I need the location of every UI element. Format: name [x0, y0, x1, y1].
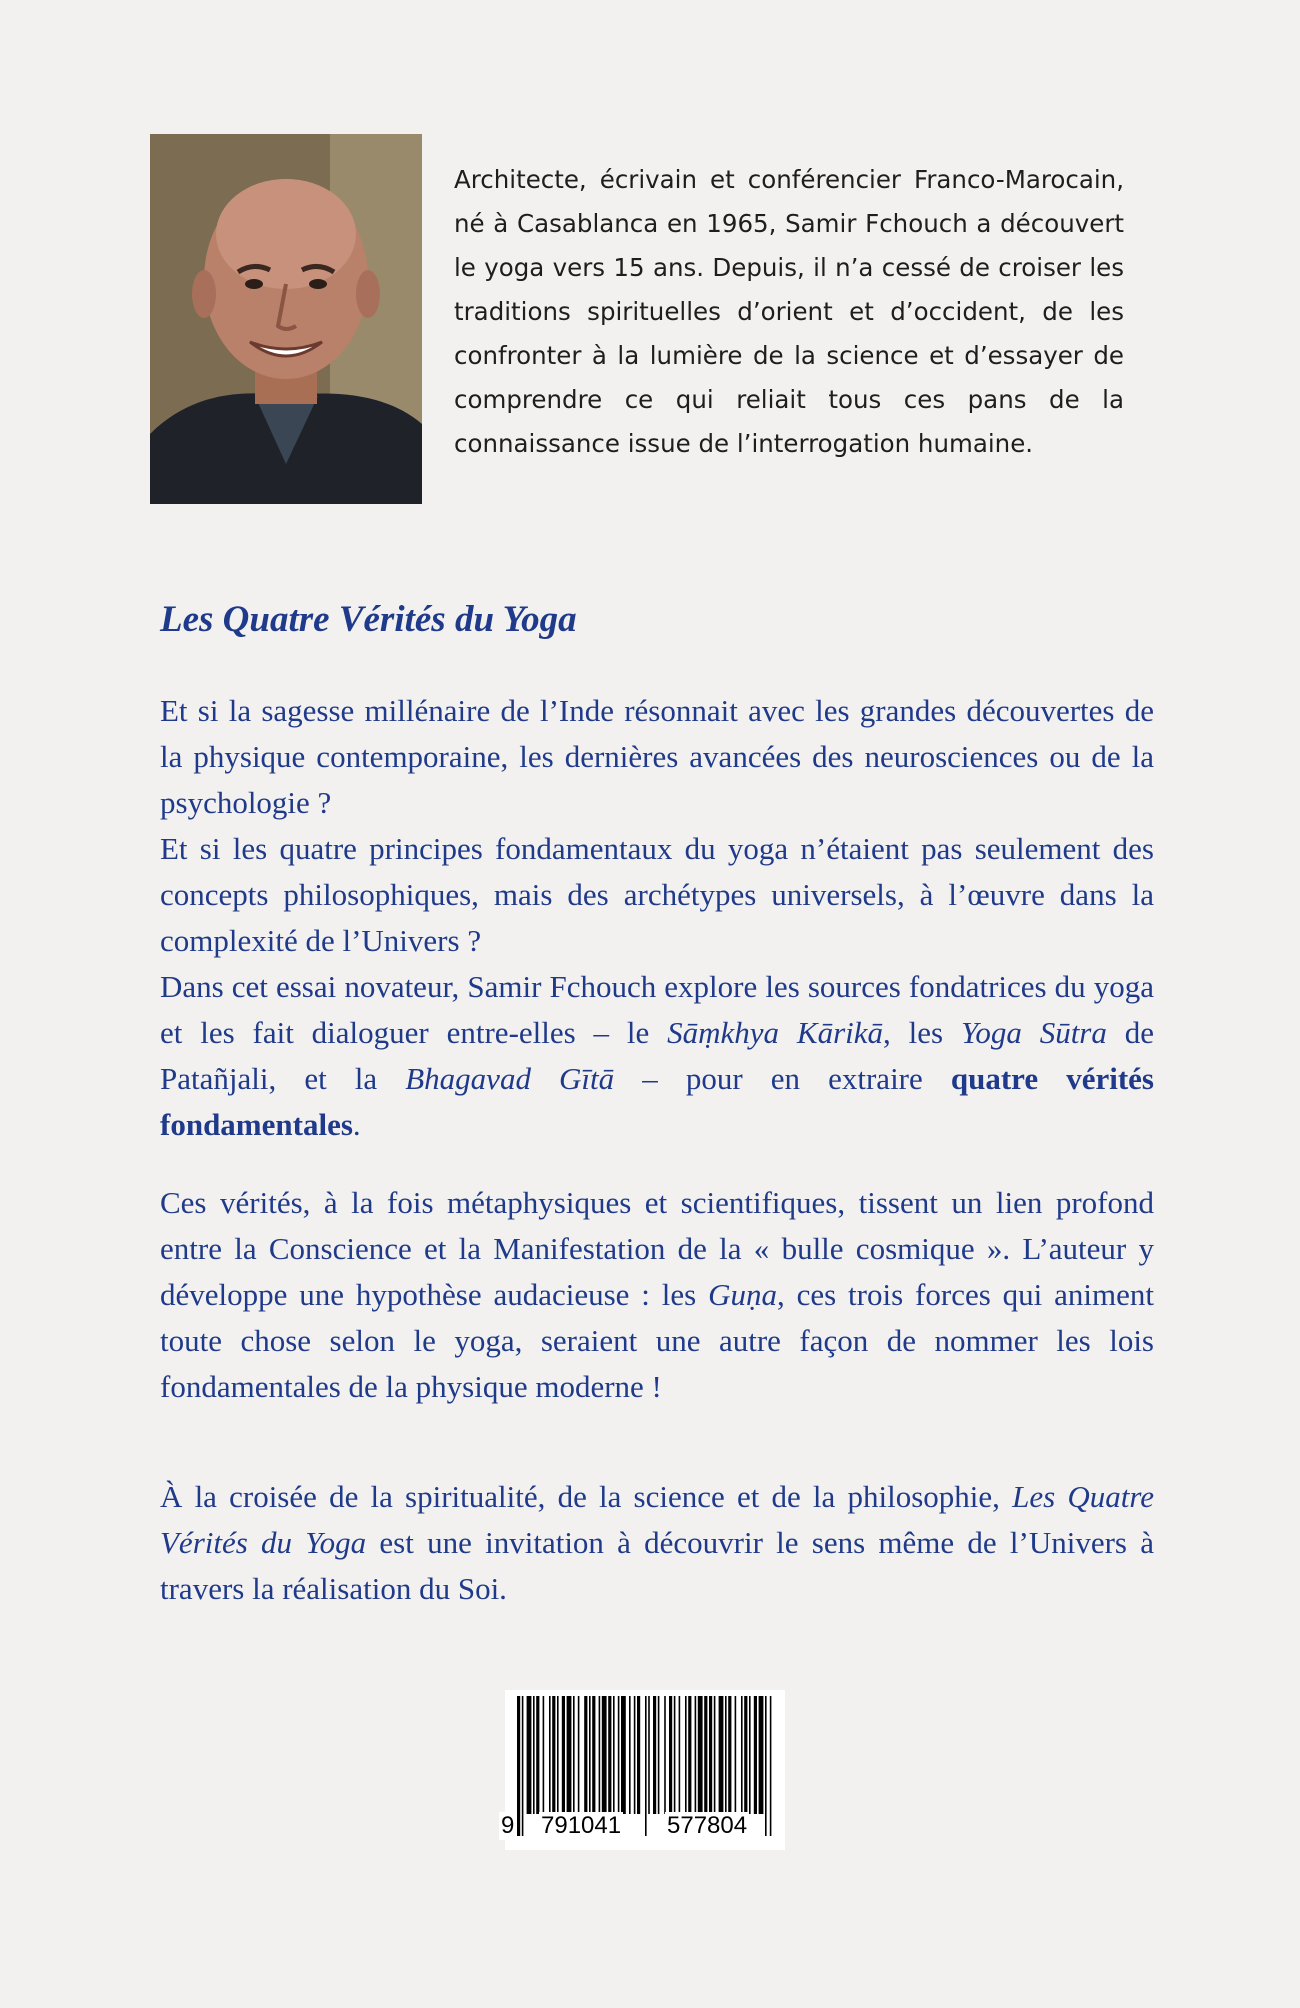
barcode-bar — [578, 1696, 580, 1814]
barcode-bar — [613, 1696, 615, 1814]
barcode-bar — [592, 1696, 595, 1814]
barcode-bar — [602, 1696, 607, 1814]
blurb-text: est une invitation à découvrir le sens même de l’Univers à travers la réalisation du Soi. — [160, 1525, 1154, 1606]
blurb-text: , les — [883, 1015, 961, 1050]
book-title: Les Quatre Vérités du Yoga — [160, 599, 577, 640]
barcode-bar — [634, 1696, 636, 1814]
barcode-bar — [695, 1696, 697, 1814]
blurb-text: , ces trois forces qui animent toute chose selon le yoga, seraient une autre façon de nommer les lois fondamentales de la physique moderne ! — [160, 1277, 1154, 1404]
barcode-bar — [728, 1696, 731, 1814]
barcode-bar — [749, 1696, 751, 1814]
barcode-bar — [664, 1696, 666, 1814]
barcode-bar — [629, 1696, 631, 1814]
barcode-bar — [637, 1696, 640, 1814]
barcode-bar — [754, 1696, 757, 1814]
barcode-bar — [719, 1696, 724, 1814]
barcode-number — [501, 1812, 785, 1842]
barcode-bar — [573, 1696, 575, 1814]
barcode-bar — [679, 1696, 681, 1814]
barcode-bar — [557, 1696, 559, 1814]
blurb-sentence: Dans cet essai novateur, Samir Fchouch explore les sources fondatrices du yoga et les fait dialoguer entre-elles – le — [160, 969, 1154, 1050]
barcode-bar — [698, 1696, 703, 1814]
barcode-bar — [589, 1696, 591, 1814]
blurb-text: À la croisée de la spiritualité, de la science et de la philosophie, — [160, 1479, 1013, 1514]
barcode-digits-left: 791041 — [541, 1812, 622, 1839]
barcode-bar — [527, 1696, 532, 1814]
barcode-bar — [653, 1696, 656, 1814]
barcode-bar — [759, 1696, 764, 1814]
barcode-digits-right: 577804 — [667, 1812, 748, 1839]
barcode-digit-prefix: 9 — [501, 1812, 515, 1839]
blurb-text: . — [352, 1107, 361, 1142]
blurb-text: – pour en extraire — [614, 1061, 951, 1096]
barcode-bar — [714, 1696, 716, 1814]
barcode-bar — [608, 1696, 611, 1814]
barcode-bar — [584, 1696, 587, 1814]
barcode-bar — [549, 1696, 551, 1814]
blurb-text: Ces vérités, à la fois métaphysiques et scientifiques, tissent un lien profond entre la Conscience et la Manifestation de la « bulle cosmique ». L’auteur y développe une hypothèse audacieuse : les — [160, 1185, 1154, 1312]
samkhya-title: Sāṃkhya Kārikā — [667, 1015, 884, 1050]
barcode-bar — [533, 1696, 535, 1814]
blurb-sentence: Et si la sagesse millénaire de l’Inde résonnait avec les grandes découvertes de la physique contemporaine, les dernières avancées des neurosciences ou de la psychologie ? — [160, 693, 1154, 820]
barcode-bar — [621, 1696, 626, 1814]
barcode-bar — [648, 1696, 650, 1814]
barcode-bar — [674, 1696, 676, 1814]
blurb-text: de Patañjali, et la — [160, 1015, 1154, 1096]
barcode-bar — [543, 1696, 545, 1814]
author-bio: Architecte, écrivain et conférencier Franco-Marocain, né à Casablanca en 1965, Samir Fchouch a découvert le yoga vers 15 ans. Depuis, il n’a cessé de croiser les traditions spirituelles d’orient et d’occident, de les confronter à la lumière de la science et d’essayer de comprendre ce qui reliait tous ces pans de la connaissance issue de l’interrogation humaine. — [454, 165, 1124, 458]
gita-title: Bhagavad Gītā — [405, 1061, 615, 1096]
barcode-bar — [552, 1696, 555, 1814]
barcode-bar — [735, 1696, 737, 1814]
barcode-bar — [669, 1696, 672, 1814]
barcode-bar — [709, 1696, 712, 1814]
bold-phrase: quatre vérités fondamentales — [160, 1061, 1154, 1142]
isbn-barcode — [501, 1690, 785, 1850]
barcode-bar — [685, 1696, 687, 1814]
barcode-bar — [658, 1696, 660, 1814]
barcode-bar — [744, 1696, 747, 1814]
author-photo — [150, 134, 422, 504]
barcode-bar — [536, 1696, 539, 1814]
book-title-inline: Les Quatre Vérités du Yoga — [160, 1479, 1154, 1560]
blurb-paragraph-3 — [160, 1474, 1154, 1612]
yoga-sutra-title: Yoga Sūtra — [960, 1015, 1107, 1050]
blurb-sentence: Et si les quatre principes fondamentaux du yoga n’étaient pas seulement des concepts philosophiques, mais des archétypes universels, à l’œuvre dans la complexité de l’Univers ? — [160, 831, 1154, 958]
barcode-bar — [725, 1696, 727, 1814]
barcode-bar — [741, 1696, 743, 1814]
blurb-paragraph-2 — [160, 1180, 1154, 1410]
barcode-bar — [567, 1696, 572, 1814]
guna-term: Guṇa — [708, 1277, 777, 1312]
blurb-paragraph-1 — [160, 688, 1154, 1148]
barcode-bar — [704, 1696, 707, 1814]
barcode-bar — [599, 1696, 601, 1814]
barcode-bar — [562, 1696, 565, 1814]
barcode-bar — [618, 1696, 620, 1814]
barcode-bar — [688, 1696, 691, 1814]
